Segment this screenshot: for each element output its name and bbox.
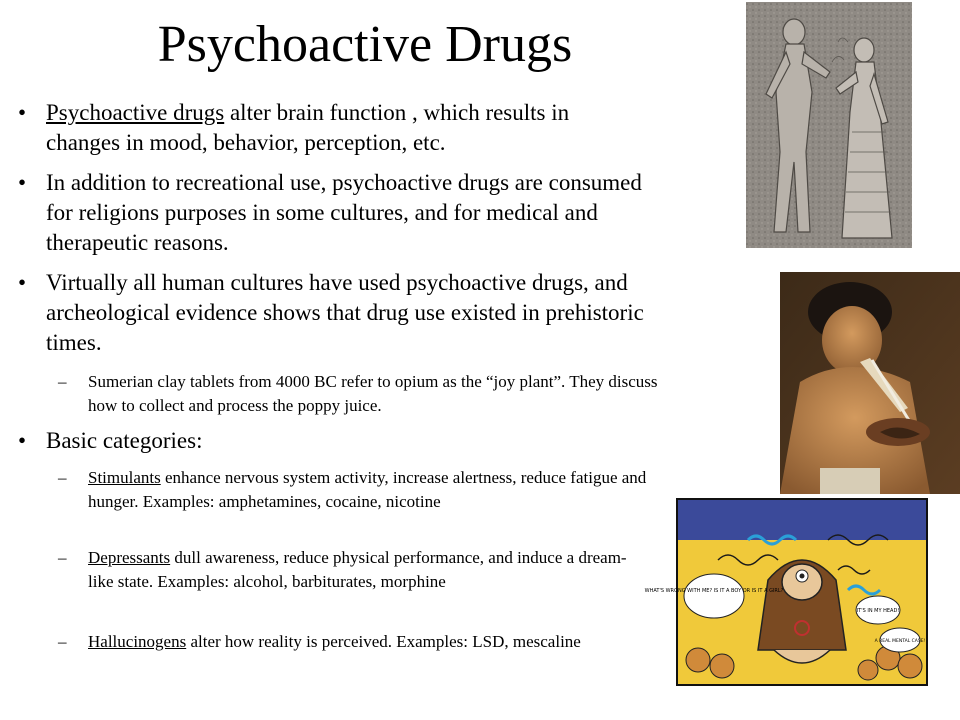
sub-bullet-marker: – [58,632,67,651]
bullet-text: alter brain function , which results in changes in mood, behavior, perception, etc. [46,100,570,155]
bullet-item-uses [18,168,646,258]
term-stimulants: Stimulants [88,468,161,487]
relief-illustration [746,2,912,248]
sub-item-text: dull awareness, reduce physical performance, and induce a dream-like state. Examples: alcohol, barbiturates, morphine [88,548,627,591]
slide-title: Psychoactive Drugs [157,16,573,73]
comic-bubble-left-text: WHAT'S WRONG WITH ME? IS IT A BOY OR IS IT A GIRL? [644,588,784,594]
comic-bubble-right-text: IT'S IN MY HEAD! [856,608,900,614]
bullet-item-psychoactive-definition [18,98,646,158]
sub-item-text: alter how reality is perceived. Examples: LSD, mescaline [186,632,581,651]
sub-bullet-marker: – [58,468,67,487]
sub-bullet-marker: – [58,372,67,391]
bullet-marker: • [18,170,27,195]
bullet-marker: • [18,100,27,125]
ancient-relief-image [746,2,912,248]
bullet-text: Basic categories: [46,428,203,453]
comic-illustration [644,500,926,684]
sub-item-sumerian [58,370,658,418]
sub-item-text: enhance nervous system activity, increase alertness, reduce fatigue and hunger. Examples: amphetamines, cocaine, nicotine [88,468,647,511]
term-hallucinogens: Hallucinogens [88,632,187,651]
psychedelic-comic-image [644,498,928,686]
sub-item-stimulants [58,466,648,514]
smoking-photo-image [780,272,960,494]
sub-item-text: Sumerian clay tablets from 4000 BC refer to opium as the “joy plant”. They discuss how to collect and process the poppy juice. [88,372,658,415]
comic-bubble-small-text: A REAL MENTAL CASE! [874,639,926,644]
bullet-item-history [18,268,646,358]
bullet-text: Virtually all human cultures have used psychoactive drugs, and archeological evidence shows that drug use existed in prehistoric times. [46,270,644,355]
bullet-marker: • [18,270,27,295]
bullet-marker: • [18,428,27,453]
sub-bullet-marker: – [58,548,67,567]
bullet-text: In addition to recreational use, psychoactive drugs are consumed for religions purposes in some cultures, and for medical and therapeutic reasons. [46,170,642,255]
sub-item-hallucinogens [58,630,648,654]
term-psychoactive-drugs: Psychoactive drugs [46,100,225,125]
sub-item-depressants [58,546,648,594]
smoking-illustration [780,272,960,494]
term-depressants: Depressants [88,548,171,567]
bullet-item-categories [18,426,646,456]
